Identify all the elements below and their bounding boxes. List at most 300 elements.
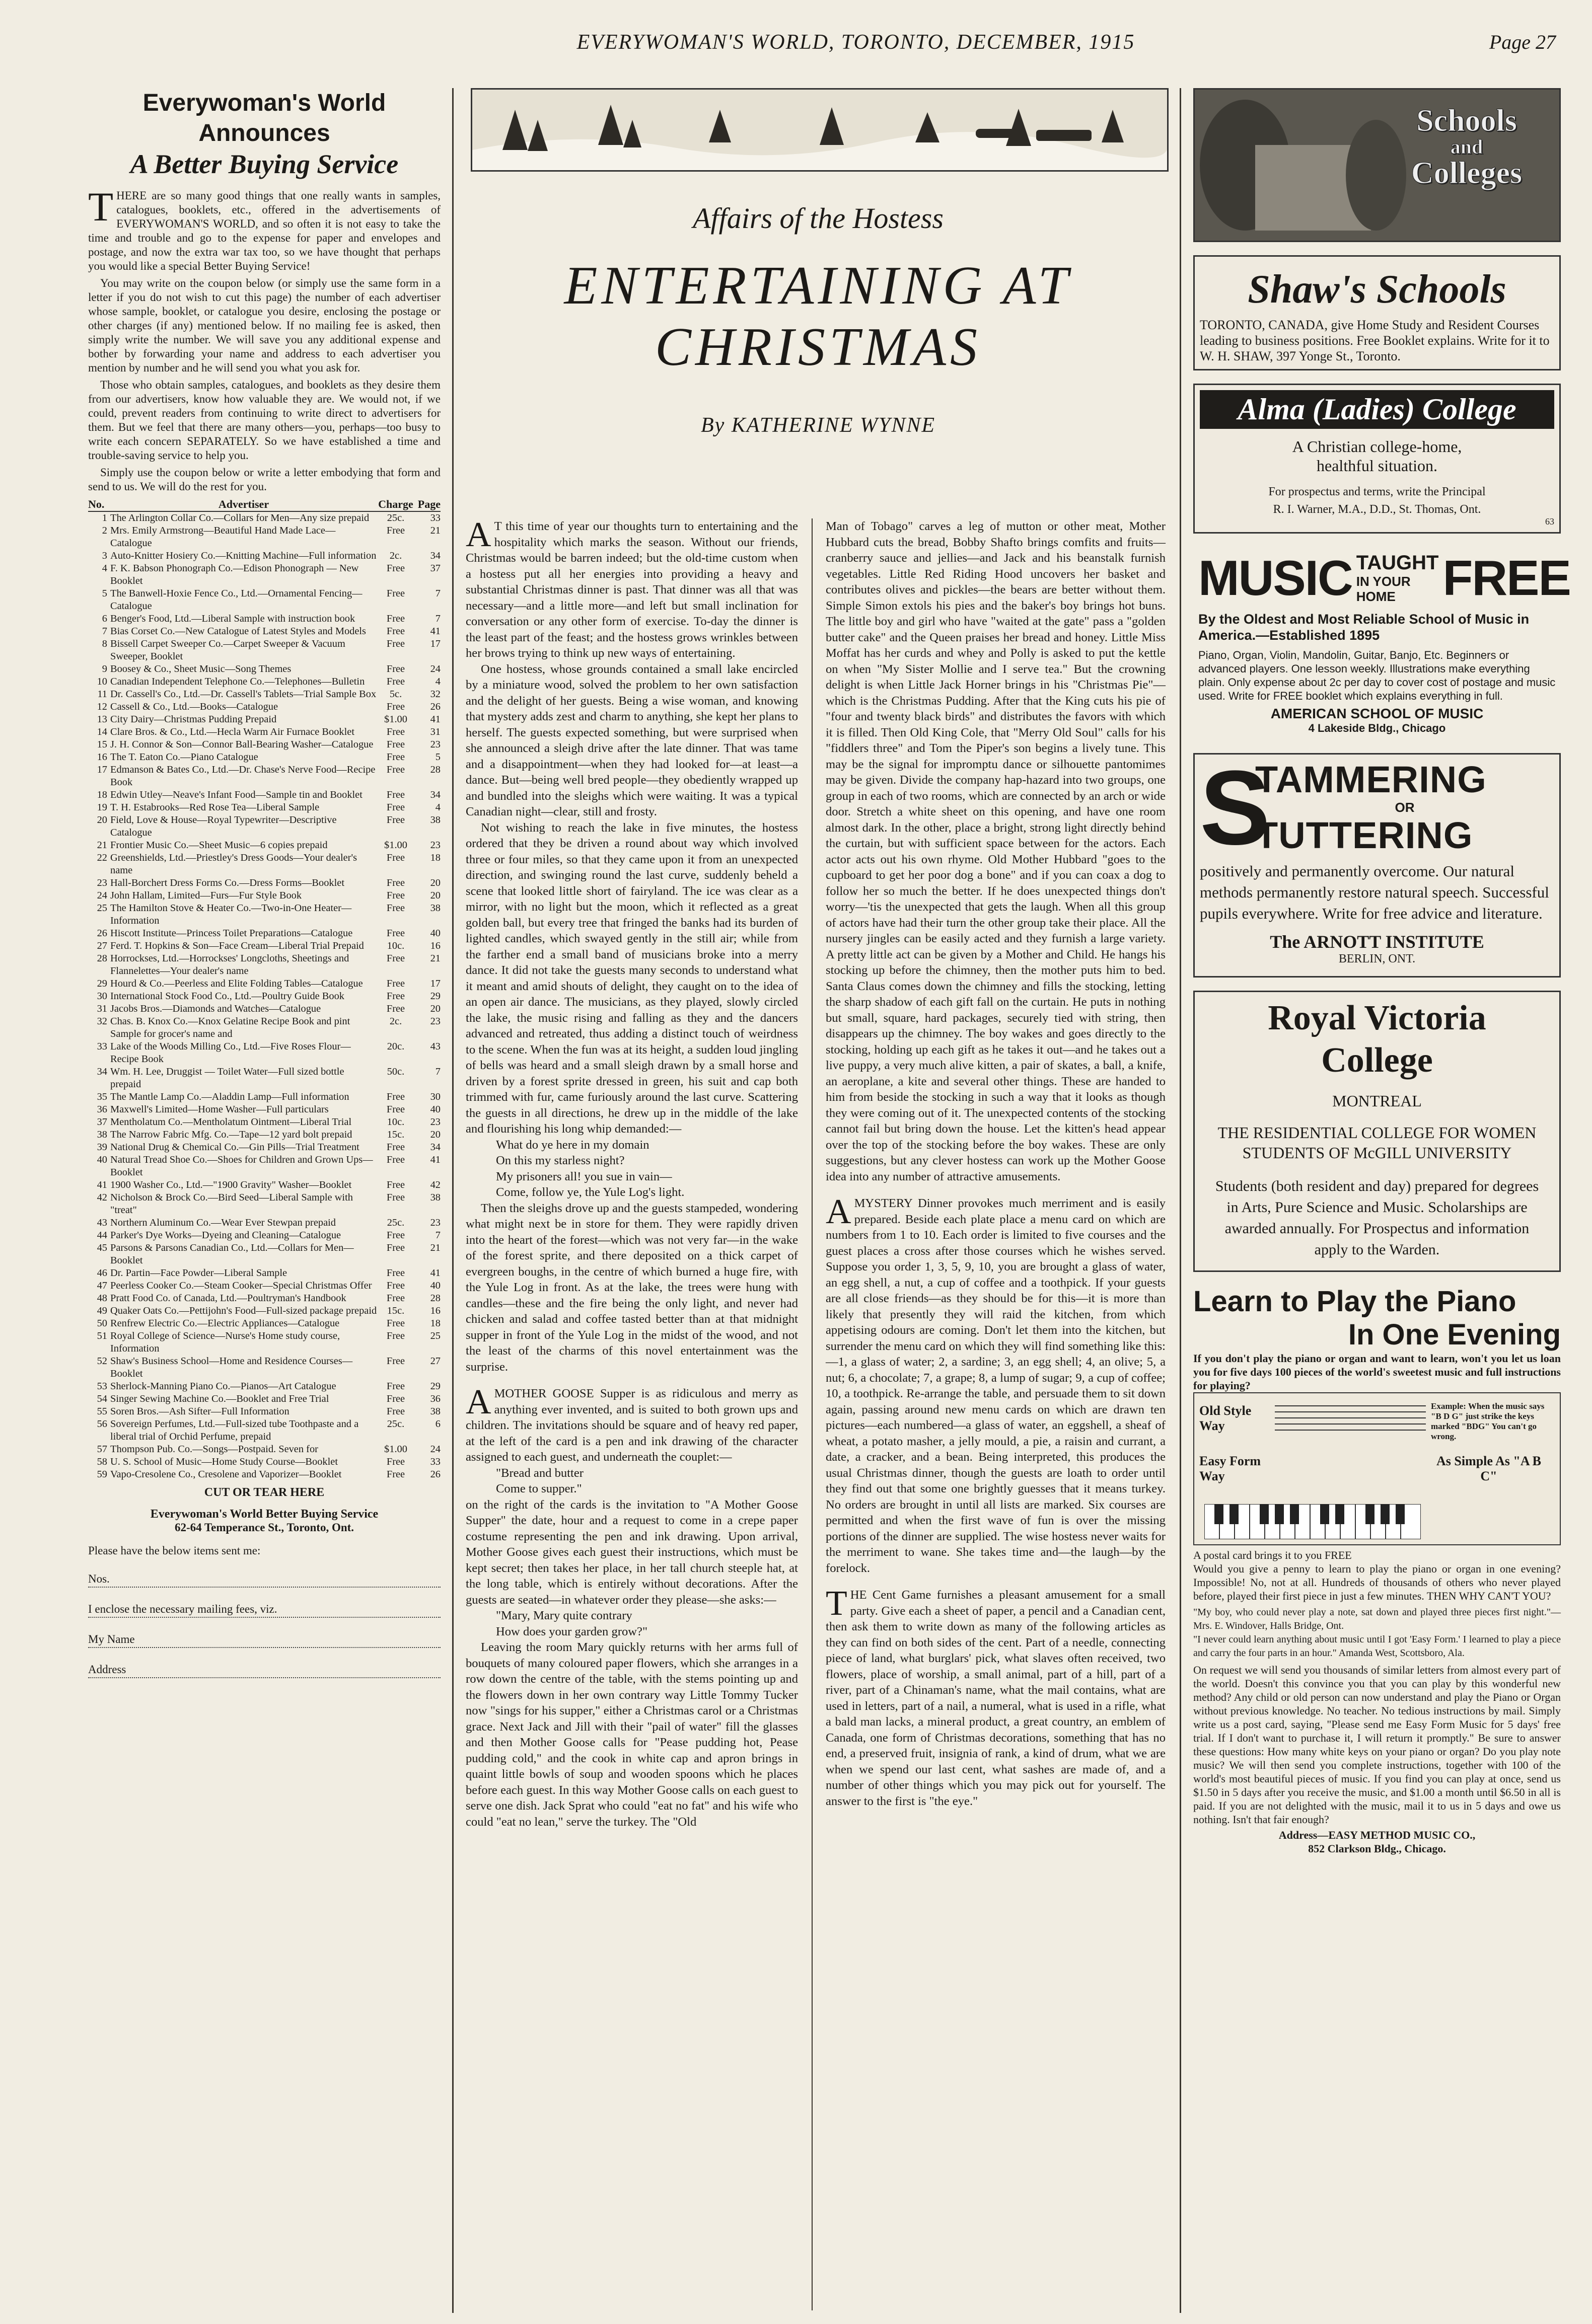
advertiser-page: 26 xyxy=(430,701,441,712)
advertiser-page: 7 xyxy=(435,1230,441,1241)
advertiser-name: Jacobs Bros.—Diamonds and Watches—Catalogue xyxy=(110,1003,321,1014)
advertiser-row xyxy=(88,1141,441,1154)
verse-line: What do ye here in my domain xyxy=(496,1138,649,1152)
advertiser-number: 28 xyxy=(97,953,107,964)
advertiser-charge: Free xyxy=(386,852,405,863)
advertiser-name: Northern Aluminum Co.—Wear Ever Stewpan prepaid xyxy=(110,1217,336,1228)
advertiser-name: Greenshields, Ltd.—Priestley's Dress Goods—Your dealer's name xyxy=(110,852,357,876)
advertiser-page: 38 xyxy=(430,1192,441,1203)
advertiser-row xyxy=(88,801,441,814)
advertiser-number: 45 xyxy=(97,1242,107,1253)
advertiser-row xyxy=(88,1103,441,1116)
advertiser-row xyxy=(88,839,441,852)
advertiser-row xyxy=(88,902,441,927)
schools-title: Schools and Colleges xyxy=(1411,104,1523,190)
advertiser-row xyxy=(88,1003,441,1015)
advertiser-name: Lake of the Woods Milling Co., Ltd.—Five Roses Flour—Recipe Book xyxy=(110,1041,351,1065)
advertiser-charge: Free xyxy=(386,1381,405,1392)
advertiser-page: 21 xyxy=(430,953,441,964)
advertiser-row xyxy=(88,1191,441,1217)
advertiser-row xyxy=(88,789,441,801)
advertiser-charge: Free xyxy=(386,1293,405,1304)
advertiser-number: 30 xyxy=(97,991,107,1002)
advertiser-page: 36 xyxy=(430,1393,441,1404)
advertiser-name: Dr. Cassell's Co., Ltd.—Dr. Cassell's Tablets—Trial Sample Box xyxy=(110,689,377,700)
advertiser-page: 28 xyxy=(430,764,441,775)
advertiser-row xyxy=(88,1280,441,1292)
advertiser-name: Nicholson & Brock Co.—Bird Seed—Liberal Sample with "treat" xyxy=(110,1192,353,1216)
drop-cap: T xyxy=(826,1584,847,1623)
advertiser-row xyxy=(88,1355,441,1380)
advertiser-name: Maxwell's Limited—Home Washer—Full particulars xyxy=(110,1104,329,1115)
advertiser-row xyxy=(88,1217,441,1229)
advertiser-number: 3 xyxy=(102,550,107,561)
advertiser-name: Natural Tread Shoe Co.—Shoes for Children and Grown Ups—Booklet xyxy=(110,1154,373,1178)
advertiser-name: Cassell & Co., Ltd.—Books—Catalogue xyxy=(110,701,278,712)
advertiser-page: 18 xyxy=(430,852,441,863)
advertiser-name: F. K. Babson Phonograph Co.—Edison Phonograph — New Booklet xyxy=(110,563,359,586)
form-field-nos[interactable]: Nos. xyxy=(88,1572,441,1588)
advertiser-number: 37 xyxy=(97,1116,107,1128)
advertiser-number: 1 xyxy=(102,512,107,523)
advertiser-number: 55 xyxy=(97,1406,107,1417)
advertiser-number: 42 xyxy=(97,1192,107,1203)
advertiser-name: T. H. Estabrooks—Red Rose Tea—Liberal Sample xyxy=(110,802,320,813)
shaws-schools-ad xyxy=(1193,255,1561,370)
advertiser-name: Mrs. Emily Armstrong—Beautiful Hand Made Lace—Catalogue xyxy=(110,525,336,549)
verse-line: "Mary, Mary quite contrary xyxy=(496,1609,632,1622)
advertiser-number: 6 xyxy=(102,613,107,624)
advertiser-page: 21 xyxy=(430,1242,441,1253)
advertiser-name: Wm. H. Lee, Druggist — Toilet Water—Full sized bottle prepaid xyxy=(110,1066,344,1090)
advertiser-name: Hourd & Co.—Peerless and Elite Folding Tables—Catalogue xyxy=(110,978,363,989)
advertiser-name: Singer Sewing Machine Co.—Booklet and Free Trial xyxy=(110,1393,329,1404)
advertiser-page: 21 xyxy=(430,525,441,536)
form-field-fees[interactable]: I enclose the necessary mailing fees, viz. xyxy=(88,1603,441,1618)
advertiser-number: 11 xyxy=(97,689,107,700)
advertiser-charge: 10c. xyxy=(387,940,405,951)
advertiser-name: Boosey & Co., Sheet Music—Song Themes xyxy=(110,663,292,674)
advertiser-charge: Free xyxy=(386,890,405,901)
article-section-lead: AMYSTERY Dinner provokes much merriment and is easily prepared. Beside each plate place a menu card on which are numbers from 1 to 10. Each order is limited to five courses and the guest places a cross after those courses which he wishes served. Suppose you order 1, 3, 5, 9, 10, you are brought a glass of water, an egg shell, a nut, a cup of coffee and a toothpick. If your guests are all close friends—as they should be for this—it is more than likely that presently they will raid the kitchen, from which appetising odours are coming. Don't let them into the kitchen, but surrender the menu card on which they will find something like this:—1, a glass of water; 2, a sardine; 3, an egg shell; 4, an olive; 5, a nut; 6, a chocolate; 7, a grape; 8, a lump of sugar; 9, a cup of coffee; 10, a toothpick. Re-arrange the table, and persuade them to sit down again, passing around new menu cards on which are drawn ten pictures—each numbered—a glass of water, an eggshell, a sheaf of wheat, a potato masher, a jelly mould, a pie, a raisin and currant, a date, a cracker, and a bean. Being interpreted, this produces the usual Christmas dinner, though the guests are loath to order until they find out that some one brightly guesses that it means turkey. No orders are brought in until all lists are marked. Six courses are permitted and when the first wave of fun is over the missing portions of the dinner are supplied. The wise hostess never waits for the merriment to wane. She takes time and—the laugh—by the forelock. xyxy=(826,1192,1166,1575)
advertiser-row xyxy=(88,1405,441,1418)
advertiser-page: 40 xyxy=(430,1280,441,1291)
advertiser-row xyxy=(88,1040,441,1066)
advertiser-page: 16 xyxy=(430,1305,441,1316)
advertiser-name: Canadian Independent Telephone Co.—Telephones—Bulletin xyxy=(110,676,365,687)
advertiser-name: Field, Love & House—Royal Typewriter—Descriptive Catalogue xyxy=(110,814,337,838)
advertiser-name: 1900 Washer Co., Ltd.—"1900 Gravity" Washer—Booklet xyxy=(110,1179,352,1190)
advertiser-number: 12 xyxy=(97,701,107,712)
buying-service-subtitle: Announces xyxy=(198,120,330,146)
advertiser-row xyxy=(88,978,441,990)
advertiser-row xyxy=(88,512,441,524)
advertiser-number: 49 xyxy=(97,1305,107,1316)
advertiser-page: 17 xyxy=(430,638,441,649)
column-rule-right xyxy=(1180,88,1181,2313)
advertiser-page: 23 xyxy=(430,1116,441,1128)
advertiser-number: 40 xyxy=(97,1154,107,1165)
advertiser-page: 33 xyxy=(430,1456,441,1467)
drop-cap: A xyxy=(466,515,491,554)
alma-college-ad: Alma (Ladies) College A Christian college-home, healthful situation. For prospectus and terms, write the Principal R. I. Warner, M.A., D.D., St. Thomas, Ont. 63 xyxy=(1193,384,1561,534)
advertiser-number: 44 xyxy=(97,1230,107,1241)
advertiser-number: 4 xyxy=(102,563,107,574)
verse-line: Come to supper." xyxy=(496,1482,582,1495)
advertiser-page: 24 xyxy=(430,663,441,674)
advertiser-row xyxy=(88,613,441,625)
advertiser-number: 58 xyxy=(97,1456,107,1467)
advertiser-row xyxy=(88,625,441,638)
advertiser-name: Bissell Carpet Sweeper Co.—Carpet Sweeper & Vacuum Sweeper, Booklet xyxy=(110,638,345,662)
advertiser-number: 33 xyxy=(97,1041,107,1052)
advertiser-charge: Free xyxy=(386,764,405,775)
advertiser-page: 41 xyxy=(430,714,441,725)
advertiser-charge: $1.00 xyxy=(384,840,407,851)
drop-cap: A xyxy=(466,1383,491,1421)
verse-line: My prisoners all! you sue in vain— xyxy=(496,1169,672,1183)
form-field-address[interactable]: Address xyxy=(88,1663,441,1678)
advertiser-number: 52 xyxy=(97,1356,107,1367)
advertiser-charge: Free xyxy=(386,1142,405,1153)
advertiser-charge: Free xyxy=(386,588,405,599)
advertiser-charge: Free xyxy=(386,991,405,1002)
article-paragraph: Leaving the room Mary quickly returns with her arms full of bouquets of many coloured paper flowers, which she arranges in a row down the centre of the table, with the stems pointing up and the flowers down in her own contrary way Little Tommy Tucker now "sings for his supper," either a Christmas carol or a Christmas grace. Next Jack and Jill with their "pail of water" fill the glasses and then Mother Goose calls for "Pease pudding hot, Pease pudding cold," and the cook in white cap and apron brings in quaint little bowls of soup and wooden spoons which he places before each guest. In this way Mother Goose calls on each guest to serve one dish. Jack Sprat who could "eat no fat" and his wife who could "eat no lean," serve the turkey. The "Old xyxy=(466,1640,798,1829)
advertiser-charge: Free xyxy=(386,802,405,813)
advertiser-row xyxy=(88,1380,441,1393)
advertiser-charge: $1.00 xyxy=(384,1444,407,1455)
advertiser-number: 7 xyxy=(102,626,107,637)
buying-service-intro: THERE are so many good things that one really wants in samples, catalogues, booklets, etc., offered in the advertisements of EVERYWOMAN'S WORLD, and so often it is not easy to take the time and trouble and go to the expense for paper and envelopes and postage, and now the extra war tax too, so we have thought that perhaps you would like a special Better Buying Service! You may write on the coupon below (or simply use the same form in a letter if you do not wish to cut this page) the number of each advertiser whose sample, booklet, or catalogue you desire, enclosing the postage or other charges (if any) mentioned below. If no mailing fee is asked, then simply write the number. We will save you any additional expense and bother by forwarding your name and address to each advertiser you mention by number and he will send you what you ask for. Those who obtain samples, catalogues, and booklets as they desire them from our advertisers, know how valuable they are. We would not, if we could, prevent readers from continuing to write direct to advertisers for them. But we feel that there are many others—you, perhaps—too busy to write each concern SEPARATELY. So we have established a time and trouble-saving service to help you. Simply use the coupon below or write a letter embodying that form and send to us. We will do the rest for you. xyxy=(88,184,441,493)
article-paragraph: One hostess, whose grounds contained a small lake encircled by a miniature wood, solved the problem to her own satisfaction and the delight of her guests. Being a wise woman, and knowing that mystery adds zest and charm to anything, she kept her plans to herself. The guests expected something, but were surprised when she announced a sleigh drive after the late dinner. That was tame and a disappointment—when they had looked for—at least—a dance. But—being well bred people—they obediently wrapped up and bundled into the sleighs which were waiting. It was a typical Canadian night—clear, still and frosty. xyxy=(466,662,798,818)
advertiser-row xyxy=(88,852,441,877)
advertiser-name: Quaker Oats Co.—Pettijohn's Food—Full-sized package prepaid xyxy=(110,1305,377,1316)
advertiser-name: Clare Bros. & Co., Ltd.—Hecla Warm Air Furnace Booklet xyxy=(110,726,354,737)
advertiser-charge: Free xyxy=(386,903,405,914)
easy-form-piano-ad: Learn to Play the Piano In One Evening If you don't play the piano or organ and want to learn, won't you let us loan you for five days 100 pieces of the world's sweetest music and full instructions for playing? Old Style Way Easy Form Way Example: When the music says "B D G" just strike the keys marked "BDG" You can't go wrong. As Simple As "A B C" A postal card brings it to you FREE Would you give a penny to learn to play the piano or organ in one evening? Impossible! No, not at all. Hundreds of thousands of others who never played before, played their first piece in just a few minutes. THEN WHY CAN'T YOU? "My boy, who could never play a note, sat down and played three pieces first night."—Mrs. E. Windover, Halls Bridge, Ont. "I never could learn anything about music until I got 'Easy Form.' I learned to play a piece and carry the four parts in an hour." Amanda West, Scottsboro, Ala. On request we will send you thousands of similar letters from almost every part of the world. Doesn't this convince you that you can play by this wonderful new method? Any child or old person can now understand and play the Piano or Organ without previous knowledge. No teacher. No tedious instructions by mail. Simply write us a post card, saying, "Please send me Easy Form Music for 5 days' free trial. If I don't want to purchase it, I will return it promptly." Be sure to answer these questions: How many white keys on your piano or organ? Do you play note music? We will then send you complete instructions, together with 100 of the world's most beautiful pieces of music. If you find you can play at once, send us $1.50 in 5 days after you receive the music, and $1.00 a month until $6.50 in all is paid. If you are not delighted with the music, mail it to us in 5 days and owe us nothing. Isn't that fair enough? Address—EASY METHOD MUSIC CO., 852 Clarkson Bldg., Chicago. xyxy=(1193,1285,1561,1855)
advertiser-number: 27 xyxy=(97,940,107,951)
service-name: Everywoman's World Better Buying Service xyxy=(150,1508,379,1521)
advertiser-row xyxy=(88,751,441,764)
advertiser-name: Royal College of Science—Nurse's Home study course, Information xyxy=(110,1330,340,1354)
advertiser-number: 46 xyxy=(97,1267,107,1279)
advertiser-row xyxy=(88,1267,441,1280)
advertiser-page: 24 xyxy=(430,1444,441,1455)
advertiser-page: 27 xyxy=(430,1356,441,1367)
advertiser-charge: 2c. xyxy=(389,1016,402,1027)
advertiser-number: 32 xyxy=(97,1016,107,1027)
advertiser-row xyxy=(88,587,441,613)
advertiser-name: Parker's Dye Works—Dyeing and Cleaning—Catalogue xyxy=(110,1230,341,1241)
advertiser-row xyxy=(88,814,441,839)
advertiser-name: Vapo-Cresolene Co., Cresolene and Vaporizer—Booklet xyxy=(110,1469,342,1480)
advertiser-row xyxy=(88,1091,441,1103)
advertiser-name: Benger's Food, Ltd.—Liberal Sample with instruction book xyxy=(110,613,355,624)
music-school-ad: MUSIC TAUGHT IN YOUR HOME FREE By the Oldest and Most Reliable School of Music in America.—Established 1895 Piano, Organ, Violin, Mandolin, Guitar, Banjo, Etc. Beginners or advanced players. One lesson weekly. Illustrations make everything plain. Only expense about 2c per day to cover cost of postage and music used. Write for FREE booklet which explains everything in full. AMERICAN SCHOOL OF MUSIC 4 Lakeside Bldg., Chicago xyxy=(1198,550,1570,734)
advertiser-row xyxy=(88,889,441,902)
advertiser-number: 36 xyxy=(97,1104,107,1115)
cut-line: CUT OR TEAR HERE xyxy=(204,1486,325,1499)
advertiser-number: 53 xyxy=(97,1381,107,1392)
advertiser-charge: Free xyxy=(386,1280,405,1291)
advertiser-charge: Free xyxy=(386,1179,405,1190)
article-paragraph: on the right of the cards is the invitation to "A Mother Goose Supper" the date, hour and a request to come in a crepe paper costume representing the pen and ink drawing. Upon arrival, Mother Goose gives each guest their instructions, which must be kept secret; then takes her place, in her tall church steeple hat, at the long table, which is entirely without decorations. After the guests are seated—in whatever order they please—she asks:— xyxy=(466,1497,798,1607)
advertiser-number: 31 xyxy=(97,1003,107,1014)
advertiser-name: The T. Eaton Co.—Piano Catalogue xyxy=(110,752,258,763)
advertiser-charge: Free xyxy=(386,752,405,763)
advertiser-number: 57 xyxy=(97,1444,107,1455)
advertiser-number: 51 xyxy=(97,1330,107,1341)
advertiser-page: 38 xyxy=(430,814,441,826)
advertiser-name: Auto-Knitter Hosiery Co.—Knitting Machine—Full information xyxy=(110,550,377,561)
advertiser-charge: Free xyxy=(386,1242,405,1253)
advertiser-row xyxy=(88,1015,441,1040)
advertiser-number: 39 xyxy=(97,1142,107,1153)
advertiser-row xyxy=(88,1456,441,1468)
advertiser-page: 33 xyxy=(430,512,441,523)
advertiser-charge: Free xyxy=(386,1091,405,1102)
winter-scene-banner xyxy=(471,88,1169,172)
advertiser-number: 21 xyxy=(97,840,107,851)
shaws-text: TORONTO, CANADA, give Home Study and Resident Courses leading to business positions. Free Booklet explains. Write for it to W. H. SHAW, 397 Yonge St., Toronto. xyxy=(1200,318,1550,363)
advertiser-page: 23 xyxy=(430,1016,441,1027)
advertiser-number: 56 xyxy=(97,1418,107,1430)
advertiser-name: Shaw's Business School—Home and Residence Courses—Booklet xyxy=(110,1356,353,1379)
advertiser-row xyxy=(88,1242,441,1267)
article-paragraph: Not wishing to reach the lake in five minutes, the hostess ordered that they be driven a round about way which involved three or four miles, so that they came upon it from an unexpected direction, and swinging round the last curve, suddenly beheld a scene that looked little short of fairyland. The ice was clear as a mirror, with no light but the moon, which it reflected as a great golden ball, but every tree that fringed the banks had its burden of lighted candles, which swayed gently in the still air; while from the farther end a small band of musicians broke into a merry dance. It did not take the guests many seconds to understand what it meant and amid shouts of delight, they caught on to the idea of an open air dance. The musicians, as they played, slowly circled the lake, the music rising and falling as they and the dancers advanced and retreated, thus adding a distinct touch of weirdness to the scene. When the fun was at its height, a sudden loud jingling of bells was heard and a small sleigh drawn by a small horse and driven by a forest sprite dressed in green, his suit and cap both trimmed with fur, came furiously around the last curve. Scattering the guests in all directions, he drew up in the middle of the lake and flourishing his long whip demanded:— xyxy=(466,820,798,1136)
advertiser-page: 30 xyxy=(430,1091,441,1102)
advertiser-number: 25 xyxy=(97,903,107,914)
advertiser-name: U. S. School of Music—Home Study Course—Booklet xyxy=(110,1456,338,1467)
advertiser-row xyxy=(88,1317,441,1330)
advertiser-page: 41 xyxy=(430,626,441,637)
advertiser-charge: Free xyxy=(386,953,405,964)
advertiser-number: 10 xyxy=(97,676,107,687)
advertiser-row xyxy=(88,764,441,789)
advertiser-number: 50 xyxy=(97,1318,107,1329)
advertiser-charge: Free xyxy=(386,525,405,536)
advertiser-number: 35 xyxy=(97,1091,107,1102)
advertiser-row xyxy=(88,726,441,738)
advertiser-charge: Free xyxy=(386,928,405,939)
advertiser-number: 38 xyxy=(97,1129,107,1140)
article-paragraph: Then the sleighs drove up and the guests stampeded, wondering what might next be in store for them. They were rapidly driven into the heart of the forest—which was not very far—in the wake of the forest sprite, and there deposited on a thick carpet of evergreen boughs, in the centre of which burned a huge fire, with the Yule Log in front. As at the lake, the trees were hung with candles—these and the fire being the only light, and never had chicken and salad and coffee tasted better than at that midnight supper in front of the Yule Log in the midst of the wood, and not the least of the charms of this novel entertainment was the surprise. xyxy=(466,1201,798,1374)
advertiser-charge: 25c. xyxy=(387,512,405,523)
column-rule-left xyxy=(452,88,454,2313)
advertiser-charge: Free xyxy=(386,1356,405,1367)
advertiser-number: 23 xyxy=(97,877,107,888)
advertiser-name: Mentholatum Co.—Mentholatum Ointment—Liberal Trial xyxy=(110,1116,352,1128)
advertiser-name: Dr. Partin—Face Powder—Liberal Sample xyxy=(110,1267,287,1279)
article-section-lead: A T this time of year our thoughts turn to entertaining and the hospitality which marks the season. Without our friends, Christmas would be barren indeed; but the old-time custom when a hostess put all her energies into providing a heavy and substantial Christmas dinner is past. That dinner was all that was necessary—and a little more—and left but small inclination for conversation or any other form of exercise. To-day the dinner is the least part of the feast; and the hostess grows wrinkles between her brows trying to think up new ways of entertaining. xyxy=(466,515,798,660)
advertiser-page: 34 xyxy=(430,550,441,561)
advertiser-row xyxy=(88,1129,441,1141)
advertiser-charge: Free xyxy=(386,1318,405,1329)
buying-service-title: Everywoman's World xyxy=(142,90,386,116)
advertiser-name: Parsons & Parsons Canadian Co., Ltd.—Collars for Men—Booklet xyxy=(110,1242,354,1266)
advertiser-page: 23 xyxy=(430,840,441,851)
advertiser-number: 34 xyxy=(97,1066,107,1077)
advertiser-number: 22 xyxy=(97,852,107,863)
article-kicker: Affairs of the Hostess xyxy=(693,202,944,235)
advertiser-name: Horrockses, Ltd.—Horrockses' Longcloths, Sheetings and Flannelettes—Your dealer's name xyxy=(110,953,349,977)
advertiser-name: International Stock Food Co., Ltd.—Poultry Guide Book xyxy=(110,991,344,1002)
advertiser-page: 38 xyxy=(430,1406,441,1417)
advertiser-page: 31 xyxy=(430,726,441,737)
advertiser-row xyxy=(88,663,441,676)
page-number: Page 27 xyxy=(1489,31,1556,53)
advertiser-row xyxy=(88,1330,441,1355)
advertiser-page: 43 xyxy=(430,1041,441,1052)
verse-line: "Bread and butter xyxy=(496,1466,584,1480)
advertiser-page: 34 xyxy=(430,789,441,800)
advertisement-column xyxy=(1193,88,1570,1855)
advertiser-number: 19 xyxy=(97,802,107,813)
advertiser-row xyxy=(88,940,441,952)
advertiser-name: Frontier Music Co.—Sheet Music—6 copies prepaid xyxy=(110,840,328,851)
advertiser-charge: Free xyxy=(386,739,405,750)
advertiser-charge: 10c. xyxy=(387,1116,405,1128)
advertiser-page: 23 xyxy=(430,1217,441,1228)
advertiser-number: 14 xyxy=(97,726,107,737)
advertiser-charge: Free xyxy=(386,1104,405,1115)
running-head: EVERYWOMAN'S WORLD, TORONTO, DECEMBER, 1915 xyxy=(576,31,1135,54)
advertiser-charge: Free xyxy=(386,1456,405,1467)
advertiser-name: Soren Bros.—Ash Sifter—Full Information xyxy=(110,1406,290,1417)
advertiser-page: 41 xyxy=(430,1267,441,1279)
advertiser-charge: Free xyxy=(386,1267,405,1279)
advertiser-page: 18 xyxy=(430,1318,441,1329)
advertiser-page: 7 xyxy=(435,588,441,599)
advertiser-number: 20 xyxy=(97,814,107,826)
advertiser-row xyxy=(88,713,441,726)
advertiser-number: 48 xyxy=(97,1293,107,1304)
advertiser-name: Thompson Pub. Co.—Songs—Postpaid. Seven for xyxy=(110,1444,318,1455)
advertiser-name: John Hallam, Limited—Furs—Fur Style Book xyxy=(110,890,302,901)
advertiser-page: 40 xyxy=(430,1104,441,1115)
advertiser-table-header: No. Advertiser Charge Page xyxy=(88,498,441,512)
advertiser-row xyxy=(88,1116,441,1129)
advertiser-row xyxy=(88,1154,441,1179)
advertiser-row xyxy=(88,927,441,940)
advertiser-charge: Free xyxy=(386,1393,405,1404)
college-building-picture xyxy=(1195,90,1559,241)
article-section-lead: AMOTHER GOOSE Supper is as ridiculous and merry as anything ever invented, and is suited to both grown ups and children. The invitations should be square and of heavy red paper, at the left of the card is a pen and ink drawing of the character assigned to each guest, and underneath the couplet:— xyxy=(466,1383,798,1464)
advertiser-page: 20 xyxy=(430,890,441,901)
advertiser-row xyxy=(88,688,441,701)
advertiser-charge: Free xyxy=(386,978,405,989)
advertiser-charge: Free xyxy=(386,563,405,574)
advertiser-page: 42 xyxy=(430,1179,441,1190)
advertiser-row xyxy=(88,1179,441,1191)
shaws-logo: Shaw's Schools xyxy=(1248,267,1506,312)
advertiser-page: 28 xyxy=(430,1293,441,1304)
advertiser-row xyxy=(88,738,441,751)
advertiser-number: 9 xyxy=(102,663,107,674)
advertiser-page: 25 xyxy=(430,1330,441,1341)
buying-service-heading: A Better Buying Service xyxy=(130,149,399,179)
buying-service-column xyxy=(88,88,441,1678)
advertiser-charge: 15c. xyxy=(387,1305,405,1316)
advertiser-row xyxy=(88,638,441,663)
advertiser-number: 26 xyxy=(97,928,107,939)
advertiser-page: 20 xyxy=(430,1003,441,1014)
advertiser-number: 47 xyxy=(97,1280,107,1291)
advertiser-charge: Free xyxy=(386,1192,405,1203)
advertiser-row xyxy=(88,1229,441,1242)
advertiser-page: 4 xyxy=(435,676,441,687)
advertiser-row xyxy=(88,877,441,889)
stammering-ad: S TAMMERING OR TUTTERING positively and permanently overcome. Our natural methods permanently restore natural speech. Successful pupils everywhere. Write for free advice and literature. The ARNOTT INSTITUTE BERLIN, ONT. xyxy=(1193,753,1561,978)
advertiser-number: 13 xyxy=(97,714,107,725)
advertiser-page: 23 xyxy=(430,739,441,750)
advertiser-page: 17 xyxy=(430,978,441,989)
advertiser-number: 5 xyxy=(102,588,107,599)
schools-colleges-header xyxy=(1193,88,1561,242)
advertiser-row xyxy=(88,524,441,550)
advertiser-charge: Free xyxy=(386,814,405,826)
advertiser-number: 24 xyxy=(97,890,107,901)
advertiser-charge: Free xyxy=(386,1469,405,1480)
advertiser-row xyxy=(88,550,441,562)
article-column-1 xyxy=(466,515,798,1830)
advertiser-charge: Free xyxy=(386,626,405,637)
advertiser-charge: Free xyxy=(386,663,405,674)
advertiser-row xyxy=(88,1066,441,1091)
advertiser-name: Hiscott Institute—Princess Toilet Preparations—Catalogue xyxy=(110,928,353,939)
advertiser-list xyxy=(88,512,441,1481)
advertiser-charge: 50c. xyxy=(387,1066,405,1077)
form-field-name[interactable]: My Name xyxy=(88,1633,441,1648)
article-column-2 xyxy=(826,518,1166,1809)
advertiser-row xyxy=(88,1305,441,1317)
advertiser-charge: Free xyxy=(386,1154,405,1165)
service-address: 62-64 Temperance St., Toronto, Ont. xyxy=(174,1521,354,1534)
advertiser-charge: Free xyxy=(386,676,405,687)
advertiser-row xyxy=(88,1443,441,1456)
advertiser-name: Sherlock-Manning Piano Co.—Pianos—Art Catalogue xyxy=(110,1381,336,1392)
advertiser-number: 29 xyxy=(97,978,107,989)
music-notation-illustration: Old Style Way Easy Form Way Example: When the music says "B D G" just strike the keys marked "BDG" You can't go wrong. As Simple As "A B C" xyxy=(1193,1392,1561,1545)
advertiser-page: 6 xyxy=(435,1418,441,1430)
article-section-lead: THE Cent Game furnishes a pleasant amusement for a small party. Give each a sheet of paper, a pencil and a Canadian cent, then ask them to write down as many of the following articles as they can find on both sides of the cent. Part of a needle, connecting piece of land, what burglars' pick, what slaves often received, two flowers, place of worship, a small animal, part of a hill, part of a river, part of a Chinaman's name, what the mail contains, what are used in letters, part of a nail, a numeral, what is used in a rifle, what a bald man lacks, a mineral product, a great country, an emblem of Canada, one form of Christmas decorations, something that has no end, a preserved fruit, insignia of rank, a kind of drum, what we are when we spend our last cent, what sashes are made of, and a number of other things which you may pick out for yourself. The answer to the first is "the eye." xyxy=(826,1584,1166,1808)
drop-cap: T xyxy=(88,184,114,230)
advertiser-number: 54 xyxy=(97,1393,107,1404)
advertiser-charge: Free xyxy=(386,638,405,649)
advertiser-page: 40 xyxy=(430,928,441,939)
advertiser-page: 37 xyxy=(430,563,441,574)
advertiser-charge: Free xyxy=(386,613,405,624)
advertiser-name: Hall-Borchert Dress Forms Co.—Dress Forms—Booklet xyxy=(110,877,344,888)
advertiser-page: 7 xyxy=(435,613,441,624)
advertiser-page: 16 xyxy=(430,940,441,951)
advertiser-row xyxy=(88,701,441,713)
advertiser-name: Chas. B. Knox Co.—Knox Gelatine Recipe Book and pint Sample for grocer's name and xyxy=(110,1016,350,1039)
advertiser-charge: 15c. xyxy=(387,1129,405,1140)
verse-line: On this my starless night? xyxy=(496,1154,625,1167)
advertiser-row xyxy=(88,562,441,587)
advertiser-name: The Banwell-Hoxie Fence Co., Ltd.—Ornamental Fencing—Catalogue xyxy=(110,588,363,612)
article-title: ENTERTAINING AT CHRISTMAS xyxy=(564,256,1072,377)
advertiser-page: 29 xyxy=(430,991,441,1002)
article-header xyxy=(471,201,1166,437)
advertiser-number: 41 xyxy=(97,1179,107,1190)
advertiser-charge: 5c. xyxy=(389,689,402,700)
advertiser-charge: Free xyxy=(386,1406,405,1417)
verse-line: How does your garden grow?" xyxy=(496,1624,647,1638)
advertiser-name: Pratt Food Co. of Canada, Ltd.—Poultryman's Handbook xyxy=(110,1293,346,1304)
advertiser-page: 4 xyxy=(435,802,441,813)
